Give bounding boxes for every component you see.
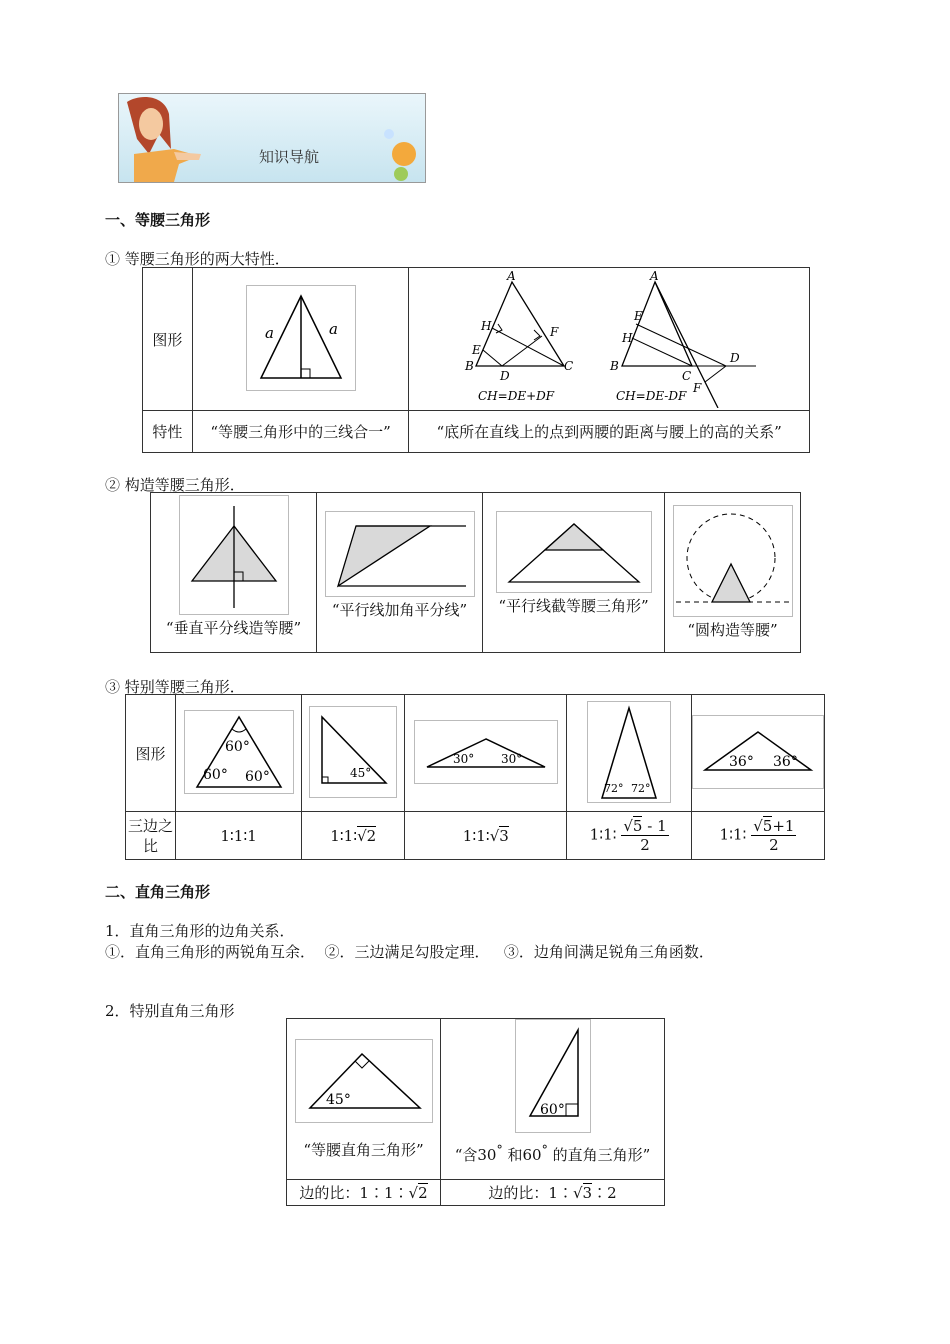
caption-parallel-cut: “平行线截等腰三角形” [498, 597, 649, 615]
section2-heading: 二、直角三角形 [105, 883, 211, 901]
ratio-label-right: 边的比： [488, 1184, 549, 1202]
svg-text:B: B [465, 359, 474, 373]
golden-36-figure [692, 715, 824, 789]
parallel-bisector-figure [325, 511, 475, 597]
knowledge-nav-banner [118, 93, 426, 183]
svg-text:C: C [682, 369, 692, 383]
row-label-figure: 图形 [143, 268, 193, 411]
side-a-right: a [328, 319, 338, 338]
ratio-label-left: 边的比： [299, 1184, 360, 1202]
svg-text:45°: 45° [325, 1092, 351, 1108]
isosceles-120-figure [414, 720, 558, 784]
row-label-figure-2: 图形 [126, 695, 176, 812]
caption-isosceles-right: “等腰直角三角形” [303, 1141, 424, 1159]
ratio-equilateral: 1∶1∶1 [176, 812, 302, 860]
section1-heading: 一、等腰三角形 [105, 211, 211, 229]
svg-text:60°: 60° [224, 738, 250, 755]
caption-diff: CH=DE-DF [616, 389, 687, 403]
cartoon-girl-icon [119, 94, 425, 182]
svg-text:72°: 72° [604, 781, 624, 795]
caption-perpendicular: “垂直平分线造等腰” [165, 619, 302, 637]
row-label-property: 特性 [143, 411, 193, 453]
caption-circle: “圆构造等腰” [687, 621, 778, 639]
svg-text:H: H [481, 319, 492, 333]
special-right-triangle-table: 45° “等腰直角三角形” 60° “含30° 和60° 的直角三角形” 边的比：1∶1∶√2 边的比：1∶√3∶2 [286, 1018, 665, 1206]
svg-text:F: F [550, 325, 559, 339]
banner-title: 知识导航 [259, 148, 320, 166]
isosceles-right-figure [309, 706, 397, 798]
svg-text:30°: 30° [452, 751, 475, 766]
svg-text:F: F [693, 381, 702, 395]
svg-text:45°: 45° [350, 765, 372, 780]
equilateral-figure [184, 710, 294, 794]
parallel-cut-figure [496, 511, 652, 593]
right-45-figure [295, 1039, 433, 1123]
ratio-isosceles-right: 1∶1∶ [330, 826, 358, 845]
three-lines-figure [246, 285, 356, 391]
svg-text:72°: 72° [631, 781, 651, 795]
svg-text:C: C [564, 359, 574, 373]
svg-text:36°: 36° [729, 753, 754, 770]
subheading-1: ① 等腰三角形的两大特性． [105, 250, 290, 268]
special-isosceles-table: 图形 60° 60° 60° 45° 30° 30° 72° 72° 36° 36° 三边之比 1∶1∶1 1∶1∶√2 1∶1∶√3 1∶1∶ $\frac{√5 - 1}{2}$ 1∶1∶ $\frac{√5+1}{2}$ [125, 694, 825, 860]
ratio-72: 1∶1∶ [589, 825, 617, 844]
svg-text:60°: 60° [539, 1102, 565, 1118]
row-label-ratio: 三边之比 [126, 812, 176, 860]
radicand-2: 2 [366, 826, 377, 845]
caption-sum: CH=DE+DF [478, 389, 555, 403]
construct-isosceles-table [150, 492, 801, 653]
svg-text:B: B [610, 359, 619, 373]
item-2: 2．特别直角三角形 [105, 1002, 235, 1020]
svg-text:36°: 36° [773, 753, 798, 770]
svg-text:60°: 60° [244, 768, 270, 785]
side-a-left: a [264, 323, 274, 342]
ratio-30-60: 1∶ [548, 1184, 573, 1202]
svg-text:E: E [472, 343, 481, 357]
golden-72-figure [587, 701, 671, 803]
ratio-45: 1∶1∶ [359, 1184, 409, 1202]
distance-figures [450, 270, 768, 408]
caption-parallel-bisector: “平行线加角平分线” [331, 601, 468, 619]
svg-text:A: A [507, 270, 516, 283]
subheading-3: ③ 特别等腰三角形． [105, 678, 245, 696]
property-three-lines: “等腰三角形中的三线合一” [192, 411, 409, 453]
svg-text:60°: 60° [202, 766, 228, 783]
item-1-detail: ①．直角三角形的两锐角互余． ②．三边满足勾股定理． ③．边角间满足锐角三角函数． [105, 943, 714, 961]
svg-text:A: A [650, 270, 659, 283]
perpendicular-bisector-figure [179, 495, 289, 615]
right-30-60-figure [515, 1019, 591, 1133]
isosceles-properties-table [142, 267, 810, 453]
ratio-120: 1∶1∶ [462, 826, 490, 845]
svg-text:D: D [500, 369, 510, 383]
property-distance: “底所在直线上的点到两腰的距离与腰上的高的关系” [409, 411, 810, 453]
svg-text:E: E [634, 309, 643, 323]
item-1: 1．直角三角形的边角关系． [105, 922, 295, 940]
svg-text:D: D [730, 351, 740, 365]
radicand-3: 3 [499, 826, 509, 845]
svg-text:H: H [622, 331, 633, 345]
ratio-36: 1∶1∶ [719, 825, 747, 844]
circle-construct-figure [673, 505, 793, 617]
caption-30-60: “含30° 和60° 的直角三角形” [454, 1142, 651, 1164]
subheading-2: ② 构造等腰三角形． [105, 476, 245, 494]
svg-text:30°: 30° [500, 751, 523, 766]
